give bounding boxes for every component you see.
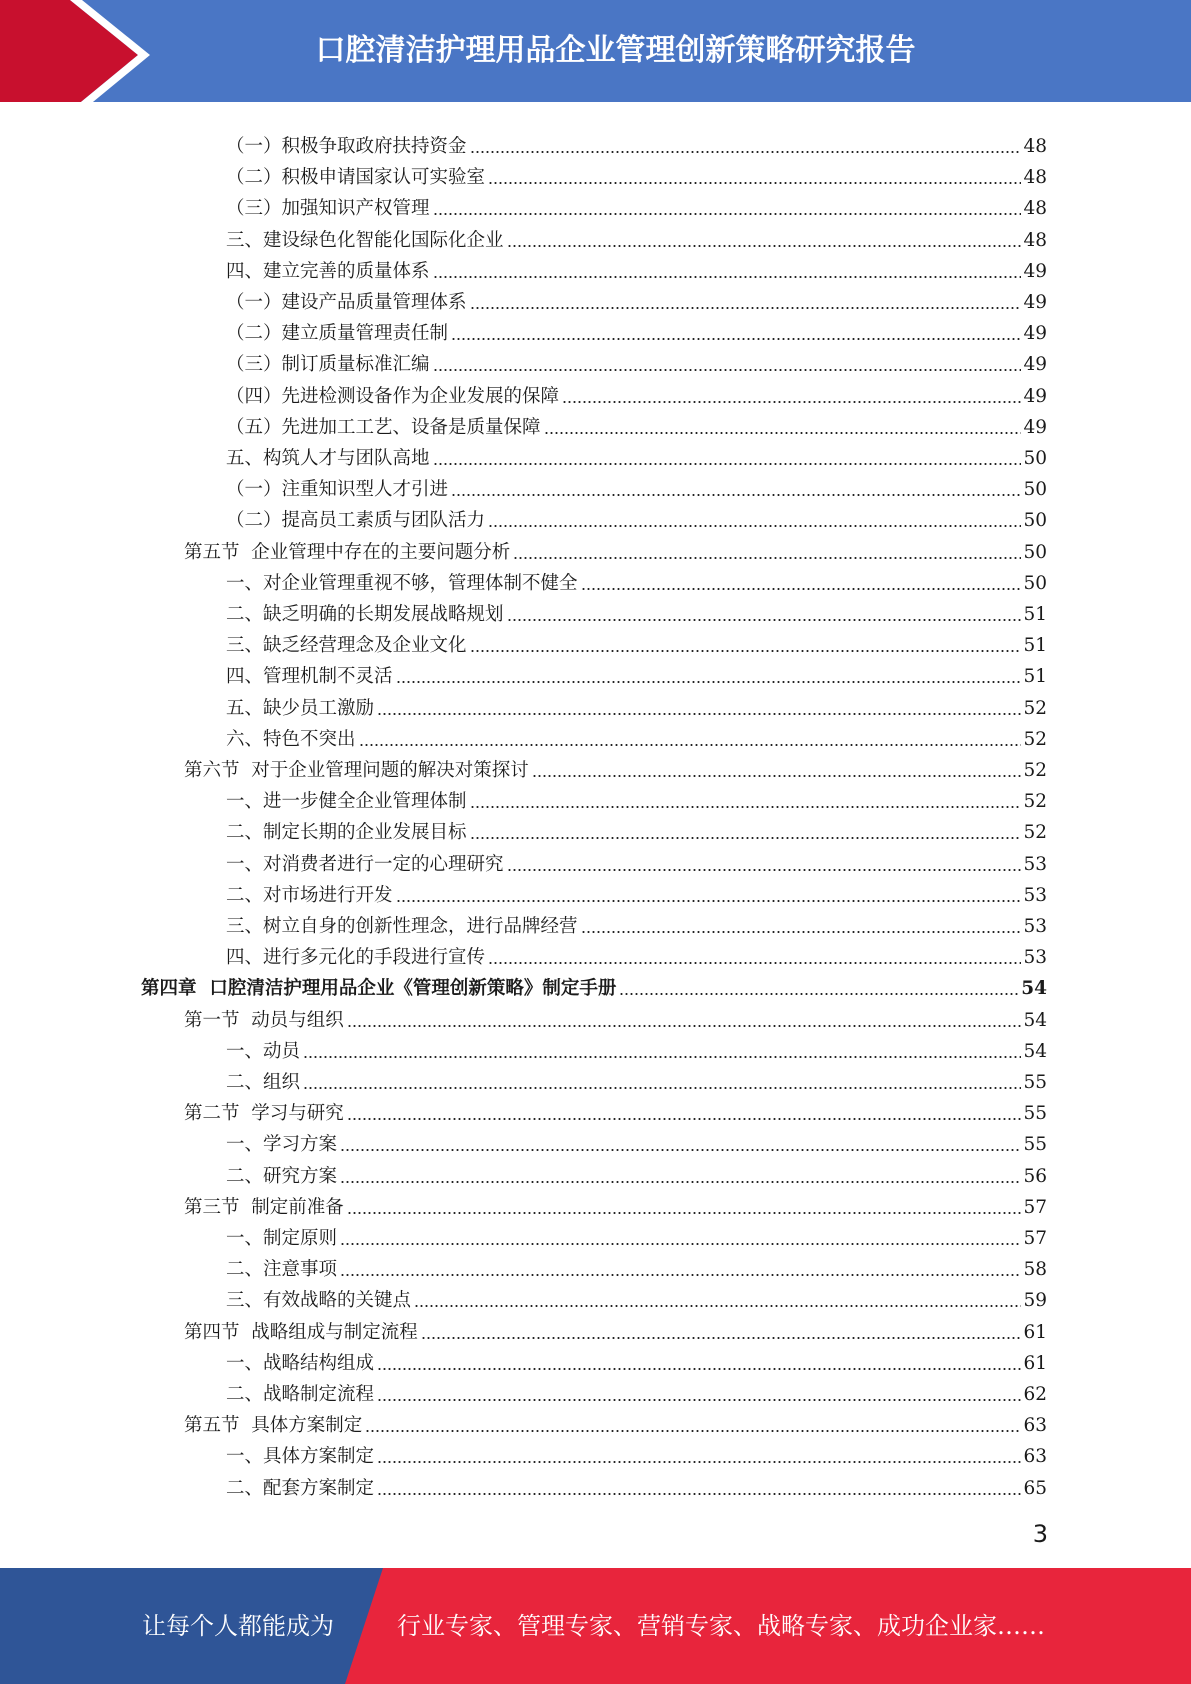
toc-entry[interactable] xyxy=(226,501,1047,532)
toc-entry[interactable] xyxy=(226,377,1047,408)
toc-entry[interactable] xyxy=(226,1032,1047,1063)
toc-dot-leader xyxy=(619,993,1019,995)
toc-entry-page: 54 xyxy=(1021,978,1047,999)
toc-entry[interactable] xyxy=(226,252,1047,283)
toc-entry[interactable] xyxy=(226,626,1047,657)
toc-entry-title: （一）积极争取政府扶持资金 xyxy=(226,136,467,157)
toc-entry-page: 63 xyxy=(1023,1415,1047,1436)
toc-entry[interactable] xyxy=(226,595,1047,626)
toc-entry[interactable] xyxy=(226,408,1047,439)
toc-dot-leader xyxy=(377,1461,1021,1463)
toc-entry[interactable] xyxy=(226,283,1047,314)
toc-entry-title: 一、战略结构组成 xyxy=(226,1353,375,1374)
toc-entry[interactable] xyxy=(226,345,1047,376)
toc-entry-title: 二、对市场进行开发 xyxy=(226,885,393,906)
toc-dot-leader xyxy=(488,182,1021,184)
toc-dot-leader xyxy=(470,837,1022,839)
toc-entry-page: 63 xyxy=(1023,1446,1047,1467)
toc-entry-page: 49 xyxy=(1023,292,1047,313)
toc-entry-title: 三、有效战略的关键点 xyxy=(226,1290,412,1311)
toc-entry-title: 二、制定长期的企业发展目标 xyxy=(226,822,467,843)
toc-dot-leader xyxy=(377,1368,1021,1370)
toc-entry[interactable] xyxy=(226,314,1047,345)
toc-entry-page: 61 xyxy=(1023,1322,1047,1343)
toc-entry-page: 54 xyxy=(1023,1041,1047,1062)
toc-dot-leader xyxy=(377,1493,1021,1495)
header-title: 口腔清洁护理用品企业管理创新策略研究报告 xyxy=(315,33,916,68)
toc-dot-leader xyxy=(581,931,1022,933)
toc-dot-leader xyxy=(451,338,1021,340)
toc-entry[interactable] xyxy=(226,1437,1047,1468)
toc-entry-title: 四、管理机制不灵活 xyxy=(226,666,393,687)
toc-entry-title: （二）积极申请国家认可实验室 xyxy=(226,167,486,188)
toc-entry[interactable] xyxy=(184,1001,1047,1032)
toc-entry-page: 61 xyxy=(1023,1353,1047,1374)
toc-entry-title: 五、构筑人才与团队高地 xyxy=(226,448,430,469)
toc-entry-page: 49 xyxy=(1023,417,1047,438)
toc-entry-page: 51 xyxy=(1023,604,1047,625)
toc-entry-title: （四）先进检测设备作为企业发展的保障 xyxy=(226,386,560,407)
toc-dot-leader xyxy=(347,1212,1022,1214)
toc-entry-page: 53 xyxy=(1023,947,1047,968)
toc-entry-title: 一、对消费者进行一定的心理研究 xyxy=(226,854,504,875)
toc-entry-page: 51 xyxy=(1023,666,1047,687)
toc-dot-leader xyxy=(451,494,1021,496)
toc-entry[interactable] xyxy=(226,876,1047,907)
toc-entry[interactable] xyxy=(226,813,1047,844)
toc-entry-title: 一、动员 xyxy=(226,1041,301,1062)
toc-entry-page: 48 xyxy=(1023,198,1047,219)
toc-dot-leader xyxy=(365,1430,1021,1432)
toc-entry-title: 第五节 具体方案制定 xyxy=(184,1415,363,1436)
toc-entry-title: （五）先进加工工艺、设备是质量保障 xyxy=(226,417,541,438)
toc-entry-page: 54 xyxy=(1023,1010,1047,1031)
toc-dot-leader xyxy=(470,151,1022,153)
toc-entry[interactable] xyxy=(226,221,1047,252)
toc-entry[interactable] xyxy=(226,657,1047,688)
toc-dot-leader xyxy=(377,1399,1021,1401)
toc-dot-leader xyxy=(488,962,1021,964)
toc-dot-leader xyxy=(507,619,1022,621)
toc-entry-page: 48 xyxy=(1023,230,1047,251)
toc-dot-leader xyxy=(513,557,1021,559)
toc-entry-title: 二、配套方案制定 xyxy=(226,1478,375,1499)
toc-entry[interactable] xyxy=(226,907,1047,938)
toc-entry[interactable] xyxy=(226,564,1047,595)
toc-entry[interactable] xyxy=(226,439,1047,470)
toc-dot-leader xyxy=(340,1181,1021,1183)
toc-entry-page: 55 xyxy=(1023,1103,1047,1124)
toc-entry-page: 52 xyxy=(1023,729,1047,750)
toc-entry[interactable] xyxy=(226,1281,1047,1312)
toc-entry-page: 59 xyxy=(1023,1290,1047,1311)
toc-entry[interactable] xyxy=(226,1344,1047,1375)
toc-entry-page: 53 xyxy=(1023,854,1047,875)
toc-entry-page: 57 xyxy=(1023,1197,1047,1218)
toc-entry[interactable] xyxy=(184,1094,1047,1125)
toc-dot-leader xyxy=(433,213,1022,215)
toc-entry[interactable] xyxy=(226,470,1047,501)
toc-dot-leader xyxy=(507,869,1022,871)
toc-dot-leader xyxy=(488,525,1021,527)
toc-entry-page: 52 xyxy=(1023,698,1047,719)
toc-entry-title: 一、对企业管理重视不够，管理体制不健全 xyxy=(226,573,578,594)
toc-entry-title: 三、树立自身的创新性理念，进行品牌经营 xyxy=(226,916,578,937)
toc-entry-page: 48 xyxy=(1023,167,1047,188)
toc-entry-title: （二）建立质量管理责任制 xyxy=(226,323,449,344)
toc-entry-page: 65 xyxy=(1023,1478,1047,1499)
toc-entry-title: 第六节 对于企业管理问题的解决对策探讨 xyxy=(184,760,529,781)
toc-entry-page: 52 xyxy=(1023,760,1047,781)
toc-entry-title: （一）注重知识型人才引进 xyxy=(226,479,449,500)
toc-entry[interactable] xyxy=(226,720,1047,751)
toc-entry-page: 52 xyxy=(1023,822,1047,843)
toc-entry-title: 一、学习方案 xyxy=(226,1134,338,1155)
toc-dot-leader xyxy=(507,245,1022,247)
toc-entry-page: 55 xyxy=(1023,1072,1047,1093)
toc-dot-leader xyxy=(340,1274,1021,1276)
toc-entry[interactable] xyxy=(226,1063,1047,1094)
toc-entry-page: 58 xyxy=(1023,1259,1047,1280)
toc-dot-leader xyxy=(396,900,1022,902)
toc-entry[interactable] xyxy=(226,1219,1047,1250)
toc-entry[interactable] xyxy=(226,938,1047,969)
toc-entry-page: 50 xyxy=(1023,573,1047,594)
toc-entry-title: 二、组织 xyxy=(226,1072,301,1093)
toc-entry-page: 62 xyxy=(1023,1384,1047,1405)
toc-entry-title: 一、具体方案制定 xyxy=(226,1446,375,1467)
toc-dot-leader xyxy=(532,775,1022,777)
toc-entry-title: 二、注意事项 xyxy=(226,1259,338,1280)
toc-dot-leader xyxy=(470,650,1022,652)
page-footer xyxy=(0,1568,1191,1684)
toc-entry-title: 第五节 企业管理中存在的主要问题分析 xyxy=(184,542,511,563)
toc-entry[interactable] xyxy=(184,533,1047,564)
toc-entry[interactable] xyxy=(226,158,1047,189)
toc-entry-title: 二、研究方案 xyxy=(226,1166,338,1187)
toc-entry-page: 56 xyxy=(1023,1166,1047,1187)
toc-dot-leader xyxy=(581,588,1022,590)
toc-entry-page: 55 xyxy=(1023,1134,1047,1155)
toc-entry-page: 50 xyxy=(1023,510,1047,531)
toc-dot-leader xyxy=(340,1149,1021,1151)
toc-entry-title: 五、缺少员工激励 xyxy=(226,698,375,719)
toc-entry-page: 49 xyxy=(1023,323,1047,344)
toc-entry[interactable] xyxy=(141,969,1047,1000)
toc-dot-leader xyxy=(347,1025,1022,1027)
toc-entry-page: 57 xyxy=(1023,1228,1047,1249)
toc-entry-title: 第三节 制定前准备 xyxy=(184,1197,344,1218)
toc-entry[interactable] xyxy=(226,1375,1047,1406)
toc-dot-leader xyxy=(303,1087,1021,1089)
toc-entry[interactable] xyxy=(226,782,1047,813)
toc-entry-title: 第四章 口腔清洁护理用品企业《管理创新策略》制定手册 xyxy=(141,978,617,999)
toc-dot-leader xyxy=(470,307,1022,309)
toc-dot-leader xyxy=(470,806,1022,808)
toc-entry-title: 二、战略制定流程 xyxy=(226,1384,375,1405)
footer-slogan-left: 让每个人都能成为 xyxy=(142,1612,334,1640)
toc-entry[interactable] xyxy=(226,1469,1047,1500)
page-header xyxy=(0,0,1191,111)
toc-entry-page: 49 xyxy=(1023,261,1047,282)
toc-dot-leader xyxy=(562,401,1021,403)
toc-entry[interactable] xyxy=(226,845,1047,876)
toc-dot-leader xyxy=(377,713,1021,715)
toc-entry[interactable] xyxy=(226,1157,1047,1188)
toc-entry-page: 48 xyxy=(1023,136,1047,157)
toc-entry-title: 三、建设绿色化智能化国际化企业 xyxy=(226,230,504,251)
toc-entry-page: 49 xyxy=(1023,386,1047,407)
toc-entry-title: 三、缺乏经营理念及企业文化 xyxy=(226,635,467,656)
toc-entry-page: 53 xyxy=(1023,916,1047,937)
toc-dot-leader xyxy=(414,1305,1021,1307)
toc-entry-page: 50 xyxy=(1023,479,1047,500)
toc-entry-title: （三）加强知识产权管理 xyxy=(226,198,430,219)
toc-dot-leader xyxy=(433,276,1022,278)
toc-dot-leader xyxy=(421,1337,1022,1339)
toc-dot-leader xyxy=(359,744,1022,746)
toc-entry-title: （二）提高员工素质与团队活力 xyxy=(226,510,486,531)
toc-entry-title: 第一节 动员与组织 xyxy=(184,1010,344,1031)
footer-slogan-right: 行业专家、管理专家、营销专家、战略专家、成功企业家…… xyxy=(397,1612,1045,1640)
toc-entry-title: 六、特色不突出 xyxy=(226,729,356,750)
toc-entry-page: 52 xyxy=(1023,791,1047,812)
toc-entry-page: 53 xyxy=(1023,885,1047,906)
toc-entry[interactable] xyxy=(184,751,1047,782)
toc-entry-page: 51 xyxy=(1023,635,1047,656)
toc-entry[interactable] xyxy=(226,1125,1047,1156)
toc-entry-title: 第四节 战略组成与制定流程 xyxy=(184,1322,418,1343)
toc-entry-title: 四、建立完善的质量体系 xyxy=(226,261,430,282)
toc-entry-title: 一、制定原则 xyxy=(226,1228,338,1249)
toc-dot-leader xyxy=(340,1243,1021,1245)
toc-dot-leader xyxy=(433,463,1022,465)
toc-entry-page: 50 xyxy=(1023,448,1047,469)
toc-entry[interactable] xyxy=(184,1188,1047,1219)
page-number: 3 xyxy=(1032,1520,1048,1548)
toc-dot-leader xyxy=(433,369,1022,371)
toc-dot-leader xyxy=(303,1056,1021,1058)
toc-dot-leader xyxy=(544,432,1022,434)
toc-dot-leader xyxy=(347,1118,1022,1120)
toc-entry-title: （三）制订质量标准汇编 xyxy=(226,354,430,375)
toc-entry-page: 50 xyxy=(1023,542,1047,563)
toc-entry[interactable] xyxy=(226,1250,1047,1281)
toc-entry[interactable] xyxy=(184,1406,1047,1437)
toc-entry-title: 四、进行多元化的手段进行宣传 xyxy=(226,947,486,968)
toc-entry-title: 二、缺乏明确的长期发展战略规划 xyxy=(226,604,504,625)
toc-entry-title: （一）建设产品质量管理体系 xyxy=(226,292,467,313)
toc-entry[interactable] xyxy=(226,127,1047,158)
toc-entry-title: 一、进一步健全企业管理体制 xyxy=(226,791,467,812)
toc-entry[interactable] xyxy=(184,1313,1047,1344)
toc-entry[interactable] xyxy=(226,689,1047,720)
toc-entry-page: 49 xyxy=(1023,354,1047,375)
toc-entry[interactable] xyxy=(226,189,1047,220)
toc-dot-leader xyxy=(396,681,1022,683)
toc-entry-title: 第二节 学习与研究 xyxy=(184,1103,344,1124)
